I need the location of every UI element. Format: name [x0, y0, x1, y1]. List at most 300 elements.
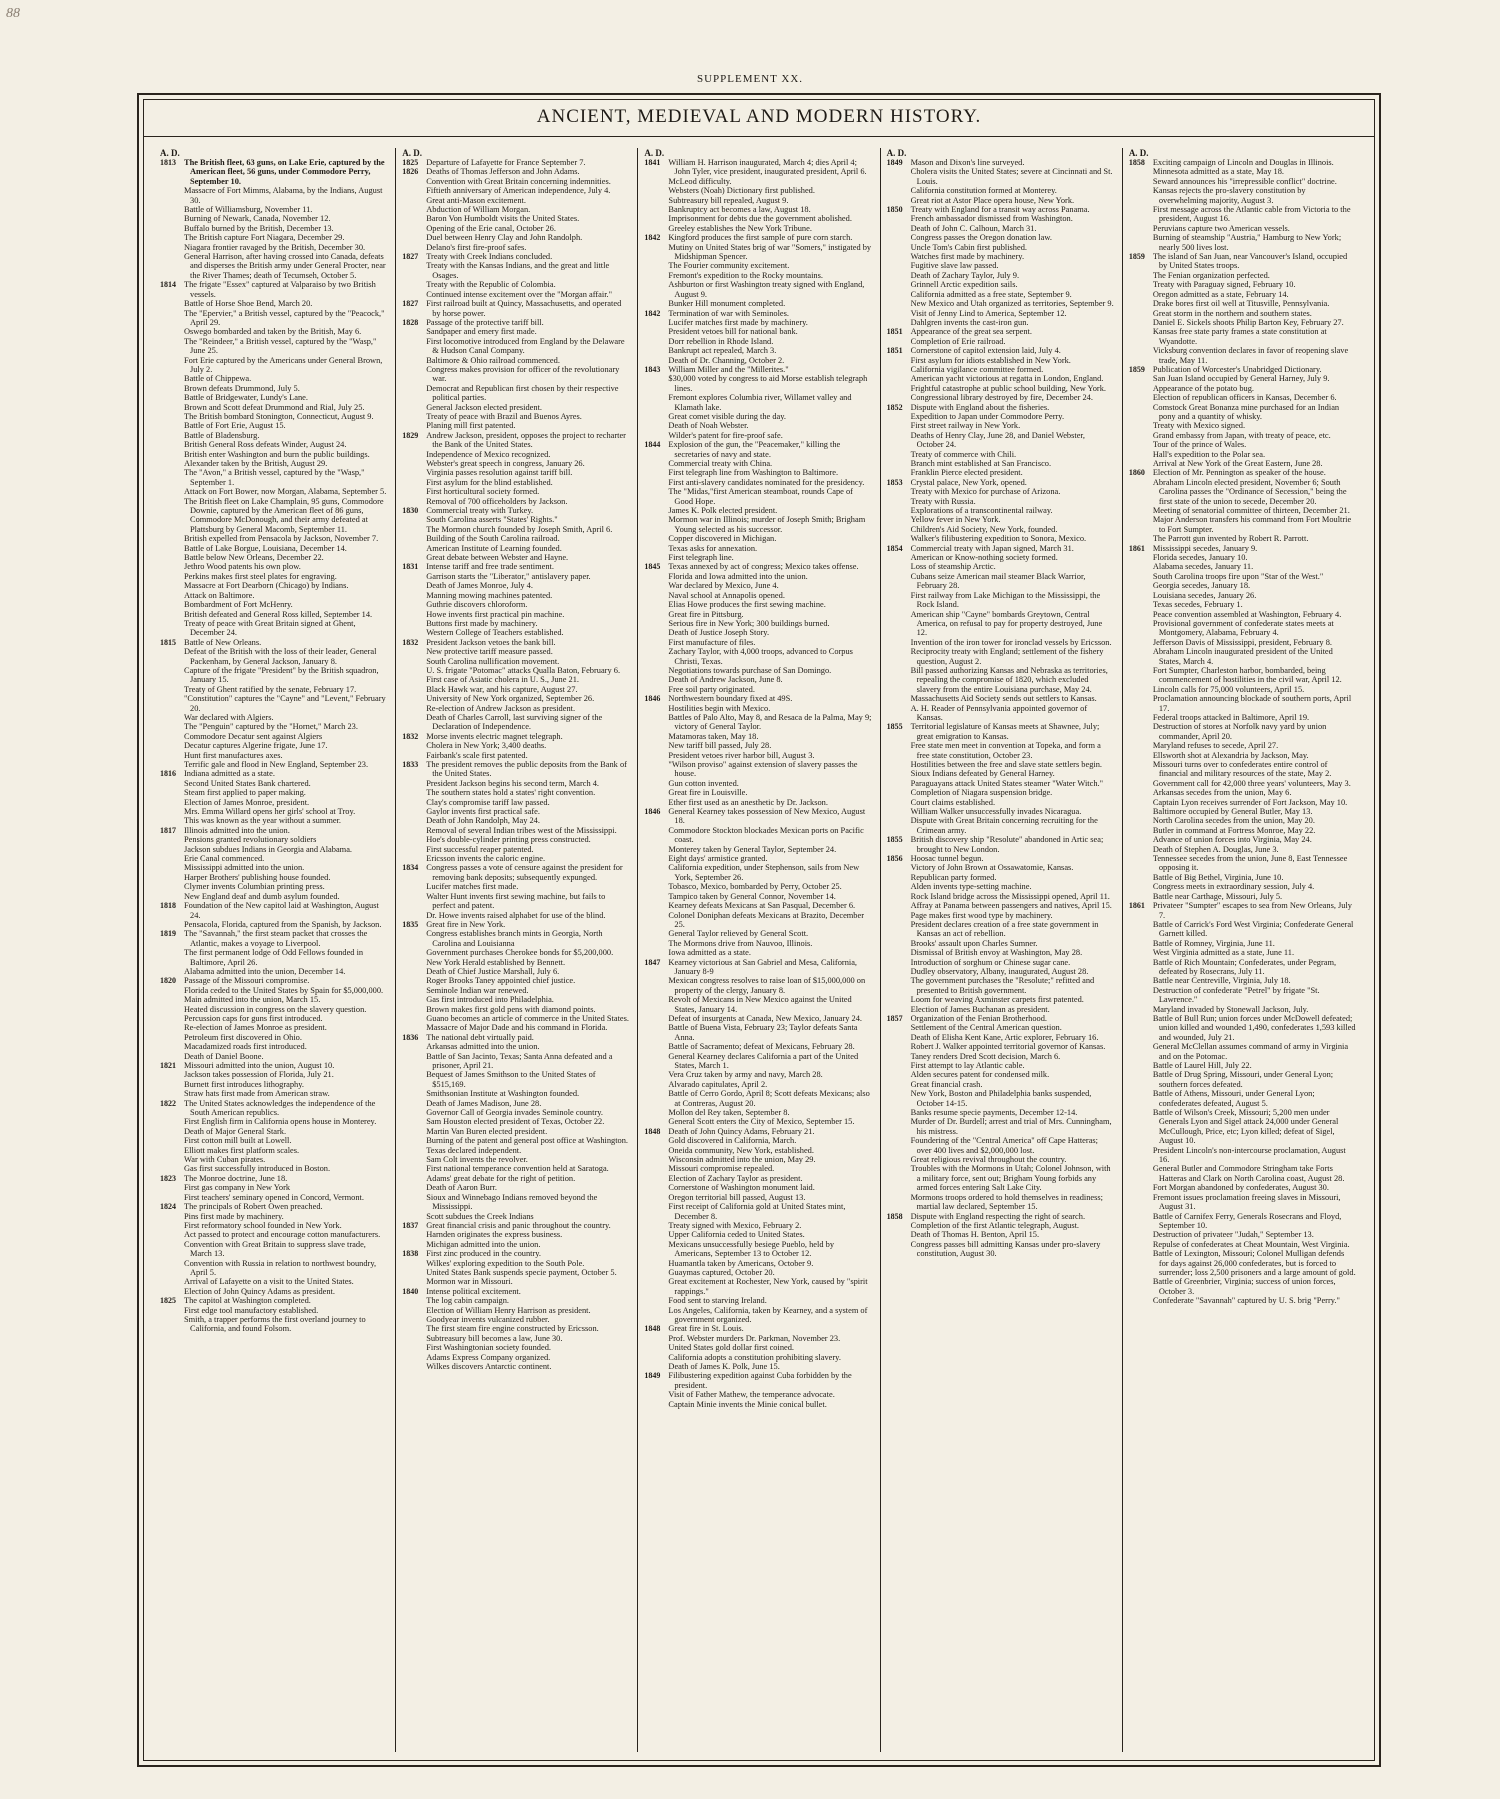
entry-text: Commercial treaty with Turkey.	[426, 506, 534, 516]
entry-text: Maryland refuses to secede, April 27.	[1152, 741, 1279, 751]
entry-text: Privateer "Sumpter" escapes to sea from New Orleans, July 7.	[1152, 901, 1352, 920]
entry-year	[402, 816, 424, 825]
history-entry	[402, 647, 629, 656]
history-entry	[887, 459, 1114, 468]
entry-text: Peace convention assembled at Washington, February 4.	[1152, 609, 1342, 619]
history-entry	[1129, 892, 1356, 901]
entry-text: U. S. frigate "Potomac" attacks Qualla Baton, February 6.	[426, 665, 621, 675]
entry-year	[1129, 647, 1151, 666]
entry-year	[644, 948, 666, 957]
history-entry	[644, 1306, 871, 1325]
entry-text: Sandpaper and emery first made.	[426, 327, 537, 337]
entry-year	[887, 487, 909, 496]
entry-text: First receipt of California gold at United States mint, December 8.	[668, 1202, 846, 1221]
entry-year	[644, 327, 666, 336]
entry-year: 1831	[402, 562, 419, 572]
entry-year	[402, 835, 424, 844]
entry-year: 1824	[160, 1202, 176, 1212]
entry-year	[887, 769, 909, 778]
entry-text: South Carolina nullification movement.	[426, 656, 560, 666]
history-entry	[644, 901, 871, 910]
entry-year	[887, 948, 909, 957]
entry-text: Mollon del Rey taken, September 8.	[668, 1108, 790, 1118]
entry-text: Grand embassy from Japan, with treaty of peace, etc.	[1152, 430, 1331, 440]
entry-year	[887, 196, 909, 205]
history-entry	[1129, 826, 1356, 835]
entry-year	[644, 1174, 666, 1183]
history-entry	[887, 412, 1114, 421]
history-entry	[1129, 158, 1356, 167]
entry-year	[402, 826, 424, 835]
history-entry	[160, 280, 387, 299]
entry-year	[160, 412, 182, 421]
entry-year	[160, 816, 182, 825]
entry-year	[402, 186, 424, 195]
entry-year	[160, 591, 182, 600]
entry-text: Repulse of confederates at Cheat Mountain, West Virginia.	[1152, 1239, 1350, 1249]
entry-text: Ericsson invents the caloric engine.	[426, 854, 546, 864]
history-entry	[402, 233, 629, 242]
entry-year	[160, 986, 182, 995]
entry-text: The president removes the public deposits from the Bank of the United States.	[426, 760, 627, 779]
entry-year	[402, 553, 424, 562]
history-entry	[402, 628, 629, 637]
entry-year	[887, 1221, 909, 1230]
entry-text: Webster's great speech in congress, January 26.	[426, 459, 585, 468]
entry-text: Death of Chief Justice Marshall, July 6.	[426, 966, 560, 976]
history-entry	[644, 854, 871, 863]
history-entry	[644, 478, 871, 487]
entry-year	[160, 233, 182, 242]
entry-text: Alexander taken by the British, August 29.	[184, 459, 328, 468]
entry-year	[160, 619, 182, 638]
entry-text: Wisconsin admitted into the union, May 29.	[668, 1155, 816, 1165]
entry-text: Seminole Indian war renewed.	[426, 985, 529, 995]
history-entry	[402, 675, 629, 684]
history-entry	[402, 1164, 629, 1173]
entry-text: Advance of union forces into Virginia, May 24.	[1152, 835, 1312, 845]
entry-text: General Scott enters the City of Mexico, September 15.	[668, 1117, 855, 1127]
entry-text: War with Cuban pirates.	[184, 1155, 266, 1165]
entry-year	[160, 835, 182, 844]
entry-year	[644, 788, 666, 797]
history-entry	[644, 798, 871, 807]
history-entry	[1129, 431, 1356, 440]
history-entry	[160, 1259, 387, 1278]
history-entry	[160, 798, 387, 807]
entry-text: Scott subdues the Creek Indians	[426, 1211, 534, 1221]
entry-text: Oneida community, New York, established.	[668, 1145, 814, 1155]
entry-year	[160, 468, 182, 487]
entry-text: Great financial crisis and panic throughout the country.	[426, 1220, 611, 1230]
history-entry	[160, 1306, 387, 1315]
entry-text: Gas first introduced into Philadelphia.	[426, 995, 554, 1005]
history-entry	[887, 1033, 1114, 1042]
entry-text: Grinnell Arctic expedition sails.	[910, 280, 1018, 290]
history-entry	[160, 158, 387, 186]
entry-year	[1129, 167, 1151, 176]
entry-year	[160, 459, 182, 468]
entry-text: Great fire in Louisville.	[668, 788, 748, 798]
entry-text: Troubles with the Mormons in Utah; Colonel Johnson, with a military force, sent out; Brigham Young forbids any armed forces entering Salt Lake City.	[910, 1164, 1111, 1193]
entry-text: Congress makes provision for officer of the revolutionary war.	[426, 364, 620, 384]
entry-text: Mississippi secedes, January 9.	[1152, 543, 1258, 553]
history-entry	[644, 1296, 871, 1305]
entry-text: Free soil party originated.	[668, 684, 755, 694]
history-entry	[402, 685, 629, 694]
entry-year	[887, 958, 909, 967]
entry-year	[1129, 591, 1151, 600]
entry-text: Heated discussion in congress on the slavery question.	[184, 1004, 367, 1014]
entry-year: 1816	[160, 769, 176, 779]
history-entry	[887, 807, 1114, 816]
entry-text: Election of Mr. Pennington as speaker of the house.	[1152, 468, 1326, 478]
history-entry	[160, 647, 387, 666]
entry-year	[402, 600, 424, 609]
history-entry	[402, 1287, 629, 1296]
entry-text: Seward announces his "irrepressible conflict" doctrine.	[1152, 176, 1337, 186]
entry-year	[1129, 1183, 1151, 1192]
entry-year	[160, 440, 182, 449]
entry-text: Battle of Williamsburg, November 11.	[184, 205, 313, 215]
entry-text: Attack on Fort Bower, now Morgan, Alabama, September 5.	[184, 487, 387, 497]
entry-year	[644, 581, 666, 590]
history-entry	[402, 562, 629, 571]
history-entry	[160, 224, 387, 233]
entry-year	[644, 760, 666, 779]
entry-year	[402, 572, 424, 581]
entry-year	[1129, 779, 1151, 788]
entry-text: Confederate "Savannah" captured by U. S. brig "Perry."	[1152, 1296, 1340, 1306]
entry-text: French ambassador dismissed from Washington.	[910, 214, 1073, 224]
entry-text: Burning of steamship "Austria," Hamburg to New York; nearly 500 lives lost.	[1152, 233, 1342, 252]
history-entry	[160, 1136, 387, 1145]
entry-text: Great religious revival throughout the country.	[910, 1155, 1067, 1165]
history-entry	[160, 600, 387, 609]
entry-year	[1129, 1146, 1151, 1165]
history-entry	[887, 252, 1114, 261]
entry-year	[644, 271, 666, 280]
entry-text: Sioux Indians defeated by General Harney.	[910, 769, 1055, 779]
entry-text: Baltimore & Ohio railroad commenced.	[426, 355, 560, 365]
ad-heading: A. D.	[886, 148, 907, 158]
entry-text: Election of James Monroe, president.	[184, 797, 310, 807]
entry-text: Copper discovered in Michigan.	[668, 534, 777, 544]
entry-year	[644, 1390, 666, 1399]
history-entry	[160, 722, 387, 731]
history-entry	[160, 1089, 387, 1098]
entry-year	[160, 1052, 182, 1061]
history-entry	[160, 967, 387, 976]
history-entry	[160, 356, 387, 375]
entry-text: Food sent to starving Ireland.	[668, 1296, 767, 1306]
history-entry	[160, 374, 387, 383]
history-entry	[887, 562, 1114, 571]
entry-year	[644, 374, 666, 393]
entry-text: Dispute with England about the fisheries.	[910, 402, 1050, 412]
entry-text: Los Angeles, California, taken by Kearney, and a system of government organized.	[668, 1305, 868, 1324]
entry-text: Death of John C. Calhoun, March 31.	[910, 223, 1037, 233]
entry-year	[160, 374, 182, 383]
entry-year	[402, 1183, 424, 1192]
history-entry	[160, 1240, 387, 1259]
entry-year	[887, 506, 909, 515]
entry-text: Missouri compromise repealed.	[668, 1164, 775, 1174]
entry-year	[887, 365, 909, 374]
history-entry	[887, 873, 1114, 882]
history-entry	[644, 892, 871, 901]
entry-text: Arkansas admitted into the union.	[426, 1042, 540, 1052]
history-entry	[402, 553, 629, 562]
entry-text: Adams Express Company organized.	[426, 1352, 551, 1362]
entry-text: Peruvians capture two American vessels.	[1152, 223, 1290, 233]
entry-text: Kingford produces the first sample of pure corn starch.	[668, 233, 853, 243]
history-entry	[1129, 694, 1356, 713]
entry-year	[644, 779, 666, 788]
history-entry	[402, 403, 629, 412]
entry-text: Cholera in New York; 3,400 deaths.	[426, 741, 547, 751]
page-corner-number: 88	[6, 6, 20, 21]
entry-year	[1129, 384, 1151, 393]
entry-year	[160, 384, 182, 393]
history-entry	[402, 356, 629, 365]
history-entry	[402, 779, 629, 788]
entry-year	[1129, 638, 1151, 647]
history-entry	[160, 421, 387, 430]
entry-year	[887, 562, 909, 571]
history-entry	[1129, 958, 1356, 977]
entry-year	[887, 431, 909, 450]
entry-text: Convention with Great Britain concerning indemnities.	[426, 176, 611, 186]
entry-year	[160, 421, 182, 430]
history-entry	[887, 450, 1114, 459]
entry-text: Petroleum first discovered in Ohio.	[184, 1032, 302, 1042]
entry-year	[160, 1005, 182, 1014]
history-entry	[887, 224, 1114, 233]
entry-text: Wilder's patent for fire-proof safe.	[668, 430, 783, 440]
entry-year	[1129, 459, 1151, 468]
entry-year	[644, 299, 666, 308]
entry-year	[160, 487, 182, 496]
entry-year	[644, 892, 666, 901]
history-entry	[160, 393, 387, 402]
entry-year	[402, 1174, 424, 1183]
entry-year: 1827	[402, 299, 419, 309]
history-entry	[1129, 816, 1356, 825]
entry-text: Major Anderson transfers his command from Fort Moultrie to Fort Sumpter.	[1152, 515, 1352, 534]
entry-text: Territorial legislature of Kansas meets at Shawnee, July; great emigration to Kansas.	[910, 722, 1100, 741]
history-entry	[1129, 1014, 1356, 1042]
column-4	[881, 148, 1123, 1752]
history-entry	[887, 704, 1114, 723]
entry-text: Wilkes' exploring expedition to the South Pole.	[426, 1258, 585, 1268]
entry-year	[402, 515, 424, 524]
history-entry	[402, 619, 629, 628]
entry-year	[887, 1052, 909, 1061]
entry-year	[644, 600, 666, 609]
entry-year	[887, 280, 909, 289]
entry-text: Election of Zachary Taylor as president.	[668, 1173, 803, 1183]
entry-text: American or Know-nothing society formed.	[910, 553, 1058, 563]
history-entry	[644, 233, 871, 242]
entry-text: Free state men meet in convention at Topeka, and form a free state constitution, October 23.	[910, 741, 1101, 760]
history-entry	[1129, 205, 1356, 224]
history-entry	[887, 280, 1114, 289]
entry-year	[1129, 920, 1151, 939]
entry-text: General Jackson elected president.	[426, 402, 543, 412]
history-entry	[160, 1052, 387, 1061]
history-entry	[160, 1117, 387, 1126]
history-entry	[402, 1108, 629, 1117]
entry-text: Settlement of the Central American question.	[910, 1023, 1062, 1033]
entry-text: Perkins makes first steel plates for engraving.	[184, 571, 337, 581]
entry-text: Election of William Henry Harrison as president.	[426, 1305, 591, 1315]
entry-text: Minnesota admitted as a state, May 18.	[1152, 167, 1284, 177]
entry-year	[644, 1353, 666, 1362]
history-entry	[402, 487, 629, 496]
entry-year	[160, 995, 182, 1004]
entry-year	[160, 694, 182, 713]
entry-text: A. H. Reader of Pennsylvania appointed governor of Kansas.	[910, 703, 1088, 722]
entry-text: The first steam fire engine constructed by Ericsson.	[426, 1324, 599, 1334]
history-entry	[160, 1202, 387, 1211]
history-entry	[644, 1117, 871, 1126]
entry-year	[402, 854, 424, 863]
history-entry	[1129, 167, 1356, 176]
history-entry	[160, 233, 387, 242]
entry-year	[1129, 1108, 1151, 1146]
history-entry	[887, 722, 1114, 741]
entry-text: South Carolina asserts "States' Rights."	[426, 515, 558, 525]
entry-year	[402, 1362, 424, 1371]
entry-text: The Fenian organization perfected.	[1152, 270, 1270, 280]
entry-year	[644, 901, 666, 910]
entry-text: Hunt first manufactures axes.	[184, 750, 283, 760]
entry-text: Meeting of senatorial committee of thirteen, December 21.	[1152, 506, 1350, 516]
entry-year	[887, 704, 909, 723]
entry-text: Death of John Quincy Adams, February 21.	[668, 1126, 815, 1136]
history-entry	[887, 1023, 1114, 1032]
history-entry	[160, 1183, 387, 1192]
history-entry	[402, 1127, 629, 1136]
entry-year	[402, 694, 424, 703]
entry-year	[644, 337, 666, 346]
entry-text: Lucifer matches first made.	[426, 882, 519, 892]
column-2	[396, 148, 638, 1752]
entry-year	[402, 365, 424, 384]
entry-year	[644, 863, 666, 882]
entry-text: Great excitement at Rochester, New York, caused by "spirit rappings."	[668, 1277, 868, 1296]
entry-text: William H. Harrison inaugurated, March 4; dies April 4; John Tyler, vice president, inaugurated president, April 6.	[668, 158, 867, 177]
history-entry	[160, 450, 387, 459]
entry-year	[160, 1014, 182, 1023]
entry-year	[1129, 1070, 1151, 1089]
entry-year	[160, 1070, 182, 1079]
history-entry	[160, 431, 387, 440]
history-entry	[160, 440, 387, 449]
entry-year	[160, 854, 182, 863]
entry-year	[644, 591, 666, 600]
entry-text: Battle of Wilson's Creek, Missouri; 5,200 men under Generals Lyon and Sigel attack 24,000 under General McCullough, Price, etc; Lyon killed; defeat of Sigel, August 10.	[1152, 1108, 1339, 1146]
entry-text: Websters (Noah) Dictionary first published.	[668, 186, 815, 196]
entry-text: Battle of Lexington, Missouri; Colonel Mulligan defends for days against 26,000 confederates, but is forced to surrender; loss 2,500 prisoners and a large amount of gold.	[1152, 1249, 1356, 1277]
entry-year	[402, 384, 424, 403]
entry-text: Walker's filibustering expedition to Sonora, Mexico.	[910, 534, 1087, 544]
entry-year	[402, 412, 424, 421]
entry-year	[402, 619, 424, 628]
entry-text: Duel between Henry Clay and John Randolph.	[426, 233, 583, 243]
history-entry	[1129, 374, 1356, 383]
page-frame	[137, 93, 1381, 1767]
entry-year	[887, 798, 909, 807]
entry-text: Explorations of a transcontinental railway.	[910, 506, 1053, 516]
entry-text: Opening of the Erie canal, October 26.	[426, 223, 556, 233]
history-entry	[1129, 365, 1356, 374]
entry-text: California constitution formed at Monterey.	[910, 186, 1057, 196]
history-entry	[887, 1240, 1114, 1259]
history-entry	[402, 1042, 629, 1051]
entry-text: Serious fire in New York; 300 buildings burned.	[668, 618, 830, 628]
history-entry	[402, 798, 629, 807]
entry-year	[887, 384, 909, 393]
entry-year	[1129, 534, 1151, 543]
history-entry	[1129, 318, 1356, 327]
entry-text: Elias Howe produces the first sewing machine.	[668, 600, 826, 610]
history-entry	[160, 581, 387, 590]
history-entry	[1129, 1296, 1356, 1305]
history-entry	[402, 610, 629, 619]
entry-text: Filibustering expedition against Cuba forbidden by the president.	[668, 1371, 852, 1390]
entry-year	[1129, 722, 1151, 741]
entry-text: Dismissal of British envoy at Washington, May 28.	[910, 948, 1083, 958]
entry-text: Publication of Worcester's Unabridged Dictionary.	[1152, 364, 1322, 374]
history-entry	[1129, 440, 1356, 449]
history-entry	[160, 751, 387, 760]
entry-text: Andrew Jackson, president, opposes the project to recharter the Bank of the United States.	[426, 430, 626, 450]
entry-text: Commodore Decatur sent against Algiers	[184, 731, 323, 741]
entry-year	[887, 271, 909, 280]
entry-text: President Jackson vetoes the bank bill.	[426, 637, 556, 647]
history-entry	[887, 487, 1114, 496]
history-entry	[402, 835, 629, 844]
entry-text: General Kearney takes possession of New Mexico, August 18.	[668, 807, 866, 826]
entry-year	[887, 788, 909, 797]
entry-year	[644, 421, 666, 430]
entry-year	[402, 1014, 424, 1023]
entry-year	[160, 572, 182, 581]
entry-text: The log cabin campaign.	[426, 1296, 509, 1306]
entry-text: Battle of Fort Erie, August 15.	[184, 421, 286, 431]
history-entry	[402, 1259, 629, 1268]
history-entry	[1129, 562, 1356, 571]
entry-year	[160, 713, 182, 722]
entry-text: First manufacture of files.	[668, 637, 756, 647]
entry-text: Alden secures patent for condensed milk.	[910, 1070, 1050, 1080]
entry-text: Decatur captures Algerine frigate, June 17.	[184, 741, 328, 751]
history-entry	[160, 572, 387, 581]
history-entry	[402, 290, 629, 299]
history-entry	[160, 591, 387, 600]
entry-text: War declared with Algiers.	[184, 712, 274, 722]
entry-year	[644, 798, 666, 807]
history-entry	[1129, 722, 1356, 741]
history-entry	[644, 826, 871, 845]
entry-year: 1830	[402, 506, 419, 516]
history-entry	[887, 741, 1114, 760]
history-entry	[644, 610, 871, 619]
history-entry	[402, 459, 629, 468]
entry-year	[1129, 798, 1151, 807]
